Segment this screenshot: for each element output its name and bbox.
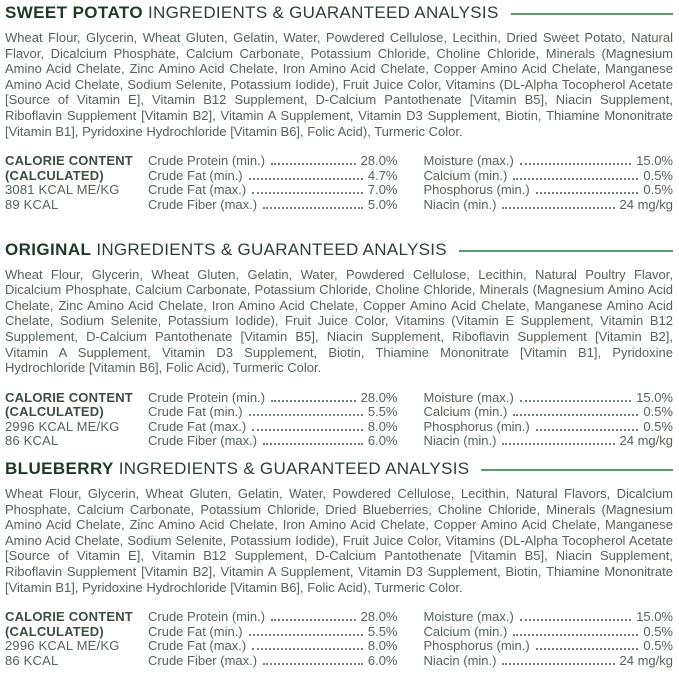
kcal-value: 86 KCAL <box>5 653 59 668</box>
nutrient-value: 0.5% <box>643 404 673 420</box>
nutrient-value: 15.0% <box>636 609 673 625</box>
nutrient-value: 5.0% <box>367 196 398 212</box>
dot-leader <box>513 178 638 180</box>
nutrient-value: 8.0% <box>367 638 398 654</box>
dot-leader <box>513 414 638 416</box>
analysis-row <box>148 391 398 406</box>
nutrient-label: Moisture (max.) <box>423 389 514 405</box>
dot-leader <box>513 634 638 636</box>
dot-leader <box>249 178 363 180</box>
nutrient-label: Crude Fiber (max.) <box>148 653 258 668</box>
nutrient-label: Crude Fat (min.) <box>148 623 243 639</box>
analysis-row <box>148 434 398 449</box>
dot-leader <box>536 648 639 650</box>
analysis-right-column <box>424 610 674 668</box>
calorie-content-block <box>5 154 148 212</box>
analysis-left-column <box>148 154 398 212</box>
kcal-value: 86 KCAL <box>5 433 59 449</box>
kcal-value: 89 KCAL <box>5 196 59 212</box>
nutrient-label: Niacin (min.) <box>423 653 497 668</box>
analysis-row <box>148 154 398 169</box>
nutrient-label: Crude Protein (min.) <box>148 153 266 169</box>
nutrient-label: Crude Fiber (max.) <box>148 196 258 212</box>
analysis-left-column <box>148 610 398 668</box>
analysis-right-column <box>424 391 674 449</box>
nutrient-value: 28.0% <box>360 153 398 169</box>
nutrient-value: 0.5% <box>643 638 673 654</box>
calorie-content-title: CALORIE CONTENT <box>5 153 133 169</box>
dot-leader <box>502 663 614 665</box>
guaranteed-analysis <box>5 391 673 449</box>
nutrient-value: 0.5% <box>643 418 673 434</box>
nutrient-value: 15.0% <box>636 389 673 405</box>
nutrient-label: Moisture (max.) <box>423 609 514 625</box>
dot-leader <box>252 192 363 194</box>
dot-leader <box>520 400 631 402</box>
header-rule-divider <box>459 250 673 252</box>
nutrient-value: 6.0% <box>367 433 398 449</box>
nutrient-value: 5.5% <box>367 623 398 639</box>
header-rule-divider <box>511 13 673 15</box>
section-heading: INGREDIENTS & GUARANTEED ANALYSIS <box>147 3 499 22</box>
analysis-right-column <box>424 154 674 212</box>
analysis-row <box>424 625 674 640</box>
dot-leader <box>263 207 363 209</box>
analysis-row <box>148 405 398 420</box>
analysis-row <box>148 654 398 669</box>
kcal-me-kg-value: 2996 KCAL ME/KG <box>5 418 120 434</box>
analysis-row <box>148 639 398 654</box>
analysis-row <box>148 420 398 435</box>
nutrient-label: Crude Fiber (max.) <box>148 433 258 449</box>
calorie-content-subtitle: (CALCULATED) <box>5 404 104 420</box>
ingredients-paragraph: Wheat Flour, Glycerin, Wheat Gluten, Gelatin, Water, Powdered Cellulose, Lecithin, Dried Sweet Potato, Natural Flavor, Dicalcium Phosphate, Calcium Carbonate, Potassium Chloride, Choline Chloride, Minerals (Magnesium Amino Acid Chelate, Zinc Amino Acid Chelate, Iron Amino Acid Chelate, Copper Amino Acid Chelate, Manganese Amino Acid Chelate, Sodium Selenite, Potassium Iodide), Fruit Juice Color, Vitamins (DL-Alpha Tocopherol Acetate [Source of Vitamin E], Vitamin B12 Supplement, D-Calcium Pantothenate [Vitamin B5], Niacin Supplement, Riboflavin Supplement [Vitamin B2], Vitamin A Supplement, Vitamin D3 Supplement, Biotin, Thiamine Mononitrate [Vitamin B1], Pyridoxine Hydrochloride [Vitamin B6], Folic Acid), Turmeric Color. <box>5 30 673 139</box>
calorie-content-title: CALORIE CONTENT <box>5 389 133 405</box>
nutrient-value: 7.0% <box>367 182 398 198</box>
nutrient-value: 0.5% <box>643 623 673 639</box>
nutrient-value: 0.5% <box>643 182 673 198</box>
nutrient-value: 28.0% <box>360 389 398 405</box>
section-header <box>5 240 673 260</box>
flavor-name: ORIGINAL <box>5 239 92 259</box>
nutrient-value: 24 mg/kg <box>619 653 673 668</box>
dot-leader <box>502 443 614 445</box>
calorie-content-subtitle: (CALCULATED) <box>5 167 104 183</box>
nutrient-value: 24 mg/kg <box>619 433 673 449</box>
analysis-row <box>148 169 398 184</box>
guaranteed-analysis <box>5 610 673 668</box>
dot-leader <box>536 429 639 431</box>
nutrient-value: 24 mg/kg <box>619 196 673 212</box>
analysis-row <box>424 169 674 184</box>
nutrient-label: Crude Fat (min.) <box>148 404 243 420</box>
kcal-me-kg-value: 3081 KCAL ME/KG <box>5 182 120 198</box>
section-heading: INGREDIENTS & GUARANTEED ANALYSIS <box>118 459 470 479</box>
section-heading: INGREDIENTS & GUARANTEED ANALYSIS <box>96 239 447 259</box>
section-sweet-potato <box>5 3 673 213</box>
analysis-row <box>148 625 398 640</box>
dot-leader <box>252 648 363 650</box>
flavor-name: BLUEBERRY <box>5 459 114 479</box>
analysis-row <box>148 198 398 213</box>
dot-leader <box>271 400 356 402</box>
dot-leader <box>520 619 631 621</box>
nutrient-label: Calcium (min.) <box>423 623 508 639</box>
nutrient-value: 6.0% <box>367 653 398 668</box>
dot-leader <box>252 429 363 431</box>
nutrient-label: Phosphorus (min.) <box>423 638 530 654</box>
ingredients-paragraph: Wheat Flour, Glycerin, Wheat Gluten, Gelatin, Water, Powdered Cellulose, Lecithin, Natural Flavors, Dicalcium Phosphate, Calcium Carbonate, Potassium Chloride, Dried Blueberries, Choline Chloride, Minerals (Magnesium Amino Acid Chelate, Zinc Amino Acid Chelate, Iron Amino Acid Chelate, Copper Amino Acid Chelate, Manganese Amino Acid Chelate, Sodium Selenite, Potassium Iodide), Fruit Juice Color, Vitamins (DL-Alpha Tocopherol Acetate [Source of Vitamin E], Vitamin B12 Supplement, D-Calcium Pantothenate [Vitamin B5], Niacin Supplement, Riboflavin Supplement [Vitamin B2], Vitamin A Supplement, Vitamin D3 Supplement, Biotin, Thiamine Mononitrate [Vitamin B1], Pyridoxine Hydrochloride [Vitamin B6], Folic Acid), Turmeric Color. <box>5 486 673 595</box>
calorie-content-block <box>5 610 148 668</box>
kcal-me-kg-value: 2996 KCAL ME/KG <box>5 638 120 654</box>
nutrient-value: 28.0% <box>360 609 398 625</box>
nutrient-value: 15.0% <box>636 153 673 169</box>
nutrient-label: Calcium (min.) <box>423 167 508 183</box>
section-blueberry <box>5 459 673 669</box>
nutrient-label: Crude Fat (max.) <box>148 418 247 434</box>
dot-leader <box>271 619 356 621</box>
analysis-row <box>148 183 398 198</box>
dot-leader <box>536 192 639 194</box>
nutrient-label: Crude Protein (min.) <box>148 609 266 625</box>
nutrient-value: 4.7% <box>367 167 398 183</box>
nutrient-label: Phosphorus (min.) <box>423 182 530 198</box>
analysis-row <box>424 405 674 420</box>
analysis-row <box>424 639 674 654</box>
header-rule-divider <box>481 469 673 471</box>
nutrient-label: Crude Fat (max.) <box>148 638 247 654</box>
dot-leader <box>520 163 631 165</box>
nutrient-label: Phosphorus (min.) <box>423 418 530 434</box>
calorie-content-subtitle: (CALCULATED) <box>5 623 104 639</box>
nutrient-label: Moisture (max.) <box>423 153 514 169</box>
section-original <box>5 240 673 450</box>
dot-leader <box>271 163 356 165</box>
nutrient-label: Niacin (min.) <box>423 196 497 212</box>
nutrient-label: Crude Fat (min.) <box>148 167 243 183</box>
flavor-name: SWEET POTATO <box>5 3 143 22</box>
dot-leader <box>263 663 363 665</box>
analysis-row <box>424 391 674 406</box>
nutrient-label: Crude Protein (min.) <box>148 389 266 405</box>
nutrient-label: Niacin (min.) <box>423 433 497 449</box>
analysis-row <box>424 434 674 449</box>
analysis-left-column <box>148 391 398 449</box>
nutrient-label: Crude Fat (max.) <box>148 182 247 198</box>
dot-leader <box>249 634 363 636</box>
calorie-content-title: CALORIE CONTENT <box>5 609 133 625</box>
dot-leader <box>263 443 363 445</box>
analysis-row <box>424 198 674 213</box>
nutrient-label: Calcium (min.) <box>423 404 508 420</box>
dot-leader <box>502 207 614 209</box>
nutrient-value: 8.0% <box>367 418 398 434</box>
analysis-row <box>424 183 674 198</box>
analysis-row <box>424 420 674 435</box>
calorie-content-block <box>5 391 148 449</box>
section-header <box>5 3 673 23</box>
analysis-row <box>424 654 674 669</box>
analysis-row <box>148 610 398 625</box>
guaranteed-analysis <box>5 154 673 212</box>
analysis-row <box>424 610 674 625</box>
analysis-row <box>424 154 674 169</box>
nutrient-value: 5.5% <box>367 404 398 420</box>
nutrient-value: 0.5% <box>643 167 673 183</box>
dot-leader <box>249 414 363 416</box>
ingredients-paragraph: Wheat Flour, Glycerin, Wheat Gluten, Gelatin, Water, Powdered Cellulose, Lecithin, Natural Poultry Flavor, Dicalcium Phosphate, Calcium Carbonate, Potassium Chloride, Choline Chloride, Minerals (Magnesium Amino Acid Chelate, Zinc Amino Acid Chelate, Iron Amino Acid Chelate, Copper Amino Acid Chelate, Manganese Amino Acid Chelate, Sodium Selenite, Potassium Iodide), Fruit Juice Color, Vitamins (Vitamin E Supplement, Vitamin B12 Supplement, D-Calcium Pantothenate [Vitamin B5], Niacin Supplement, Riboflavin Supplement [Vitamin B2], Vitamin A Supplement, Vitamin D3 Supplement, Biotin, Thiamine Mononitrate [Vitamin B1], Pyridoxine Hydrochloride [Vitamin B6], Folic Acid), Turmeric Color. <box>5 266 673 376</box>
section-header <box>5 459 673 479</box>
